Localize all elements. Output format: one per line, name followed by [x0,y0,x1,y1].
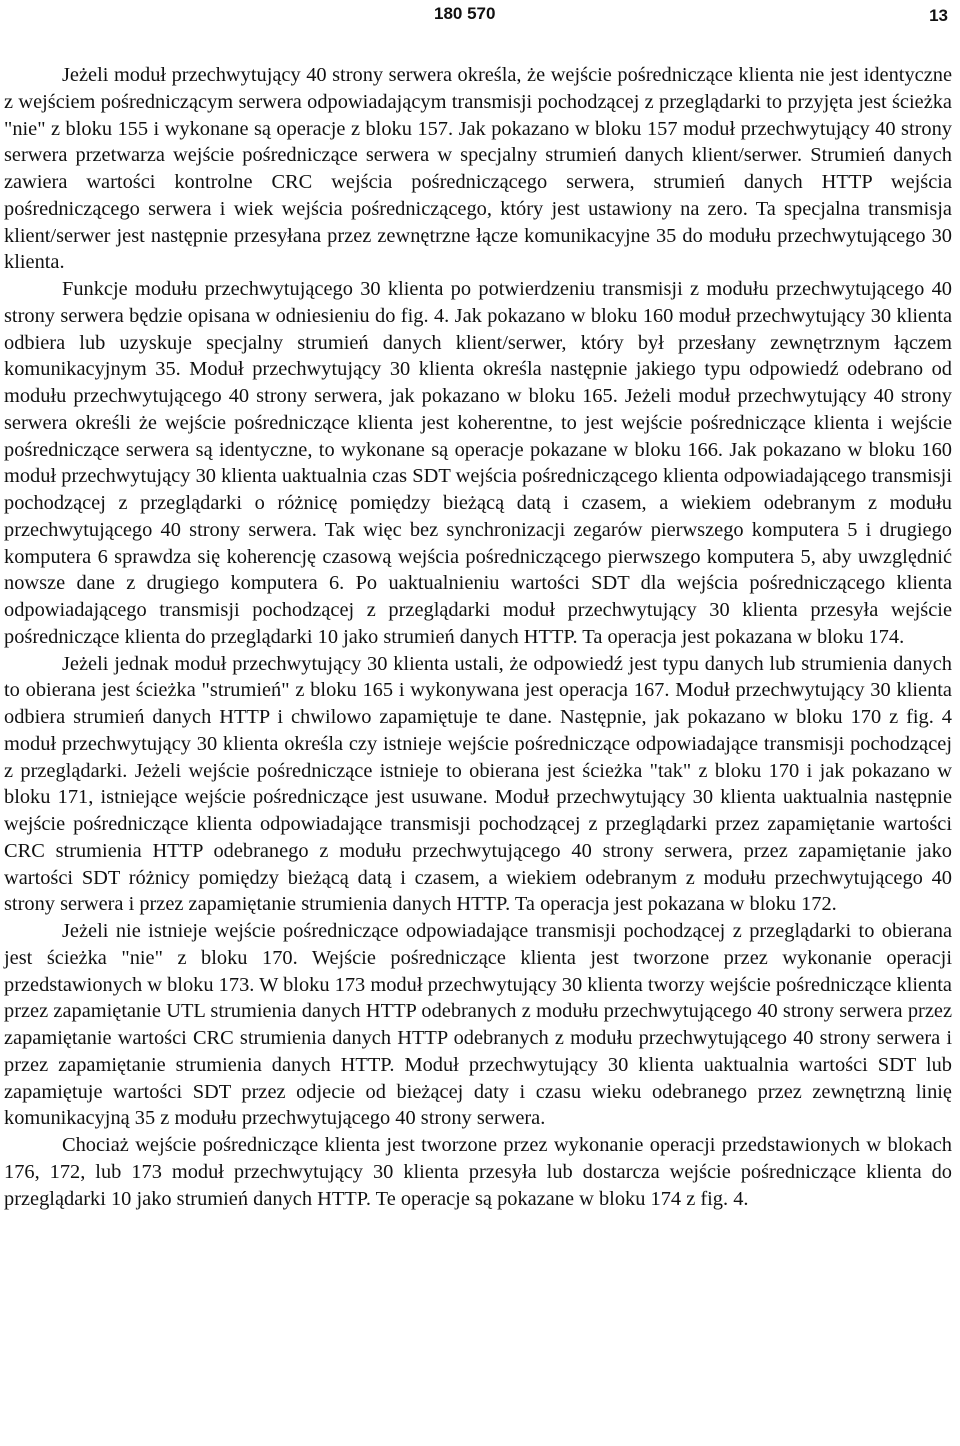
paragraph: Jeżeli moduł przechwytujący 40 strony serwera określa, że wejście pośredniczące klienta nie jest identyczne z wejściem pośredniczącym serwera odpowiadającym transmisji pochodzącej z przeglądarki to przyjęta jest ścieżka "nie" z bloku 155 i wykonane są operacje z bloku 157. Jak pokazano w bloku 157 moduł przechwytujący 40 strony serwera przetwarza wejście pośredniczące serwera w specjalny strumień danych klient/serwer. Strumień danych zawiera wartości kontrolne CRC wejścia pośredniczącego serwera, strumień danych HTTP wejścia pośredniczącego serwera i wiek wejścia pośredniczącego, który jest ustawiony na zero. Ta specjalna transmisja klient/serwer jest następnie przesyłana przez zewnętrzne łącze komunikacyjne 35 do modułu przechwytującego 30 klienta. [4,64,952,274]
paragraph: Jeżeli jednak moduł przechwytujący 30 klienta ustali, że odpowiedź jest typu danych lub strumienia danych to obierana jest ścieżka "strumień" z bloku 165 i wykonywana jest operacja 167. Moduł przechwytujący 30 klienta odbiera strumień danych HTTP i chwilowo zapamiętuje te dane. Następnie, jak pokazano w bloku 170 z fig. 4 moduł przechwytujący 30 klienta określa czy istnieje wejście pośredniczące odpowiadające transmisji pochodzącej z przeglądarki. Jeżeli wejście pośredniczące istnieje to obierana jest ścieżka "tak" z bloku 170 i jak pokazano w bloku 171, istniejące wejście pośredniczące jest usuwane. Moduł przechwytujący 30 klienta uaktualnia następnie wejście pośredniczące klienta odpowiadające transmisji pochodzącej z przeglądarki przez zapamiętanie wartości CRC strumienia HTTP odebranego z modułu przechwytującego 40 strony serwera, przez zapamiętanie jako wartości SDT różnicy pomiędzy bieżącą datą i czasem, a wiekiem odebranym z modułu przechwytującego 40 strony serwera i przez zapamiętanie strumienia danych HTTP. Ta operacja jest pokazana w bloku 172. [4,652,952,916]
body-text [4,62,952,1212]
page-number: 13 [929,6,948,25]
paragraph: Chociaż wejście pośredniczące klienta jest tworzone przez wykonanie operacji przedstawionych w blokach 176, 172, lub 173 moduł przechwytujący 30 klienta przesyła lub dostarcza wejście pośredniczące klienta do przeglądarki 10 jako strumień danych HTTP. Te operacje są pokazane w bloku 174 z fig. 4. [4,1134,952,1210]
page-header [0,4,960,30]
paragraph: Jeżeli nie istnieje wejście pośredniczące odpowiadające transmisji pochodzącej z przeglądarki to obierana jest ścieżka "nie" z bloku 170. Wejście pośredniczące klienta jest tworzone przez wykonanie operacji przedstawionych w bloku 173. W bloku 173 moduł przechwytujący 30 klienta tworzy wejście pośredniczące klienta przez zapamiętanie UTL strumienia danych HTTP odebranych z modułu przechwytującego 40 strony serwera przez zapamiętanie wartości CRC strumienia danych HTTP odebranych z modułu przechwytującego 40 strony serwera i przez zapamiętanie strumienia danych HTTP. Moduł przechwytujący 30 klienta uaktualnia wartości SDT lub zapamiętuje wartości SDT przez odjecie od bieżącej daty i czasu wieku odebranego przez zewnętrzną linię komunikacyjną 35 z modułu przechwytującego 40 strony serwera. [4,920,952,1130]
paragraph: Funkcje modułu przechwytującego 30 klienta po potwierdzeniu transmisji z modułu przechwytującego 40 strony serwera będzie opisana w odniesieniu do fig. 4. Jak pokazano w bloku 160 moduł przechwytujący 30 klienta odbiera lub uzyskuje specjalny strumień danych klient/serwer, który był przesłany zewnętrznym łączem komunikacyjnym 35. Moduł przechwytujący 30 klienta określa następnie jakiego typu odpowiedź odebrano od modułu przechwytującego 40 strony serwera, jak pokazano w bloku 165. Jeżeli moduł przechwytujący 40 strony serwera określi że wejście pośredniczące klienta jest koherentne, to jest wejście pośredniczące klienta i wejście pośredniczące serwera są identyczne, to wykonane są operacje pokazane w bloku 166. Jak pokazano w bloku 160 moduł przechwytujący 30 klienta uaktualnia czas SDT wejścia pośredniczącego klienta odpowiadającego transmisji pochodzącej z przeglądarki o różnicę pomiędzy bieżącą datą i czasem, a wiekiem odebranym z modułu przechwytującego 40 strony serwera. Tak więc bez synchronizacji zegarów pierwszego komputera 5 i drugiego komputera 6 sprawdza się koherencję czasową wejścia pośredniczącego pierwszego komputera 5, aby uwzględnić nowsze dane z drugiego komputera 6. Po uaktualnieniu wartości SDT dla wejścia pośredniczącego klienta odpowiadającego transmisji pochodzącej z przeglądarki moduł przechwytujący 30 klienta przesyła wejście pośredniczące klienta do przeglądarki 10 jako strumień danych HTTP. Ta operacja jest pokazana w bloku 174. [4,278,952,648]
document-number: 180 570 [434,4,496,23]
